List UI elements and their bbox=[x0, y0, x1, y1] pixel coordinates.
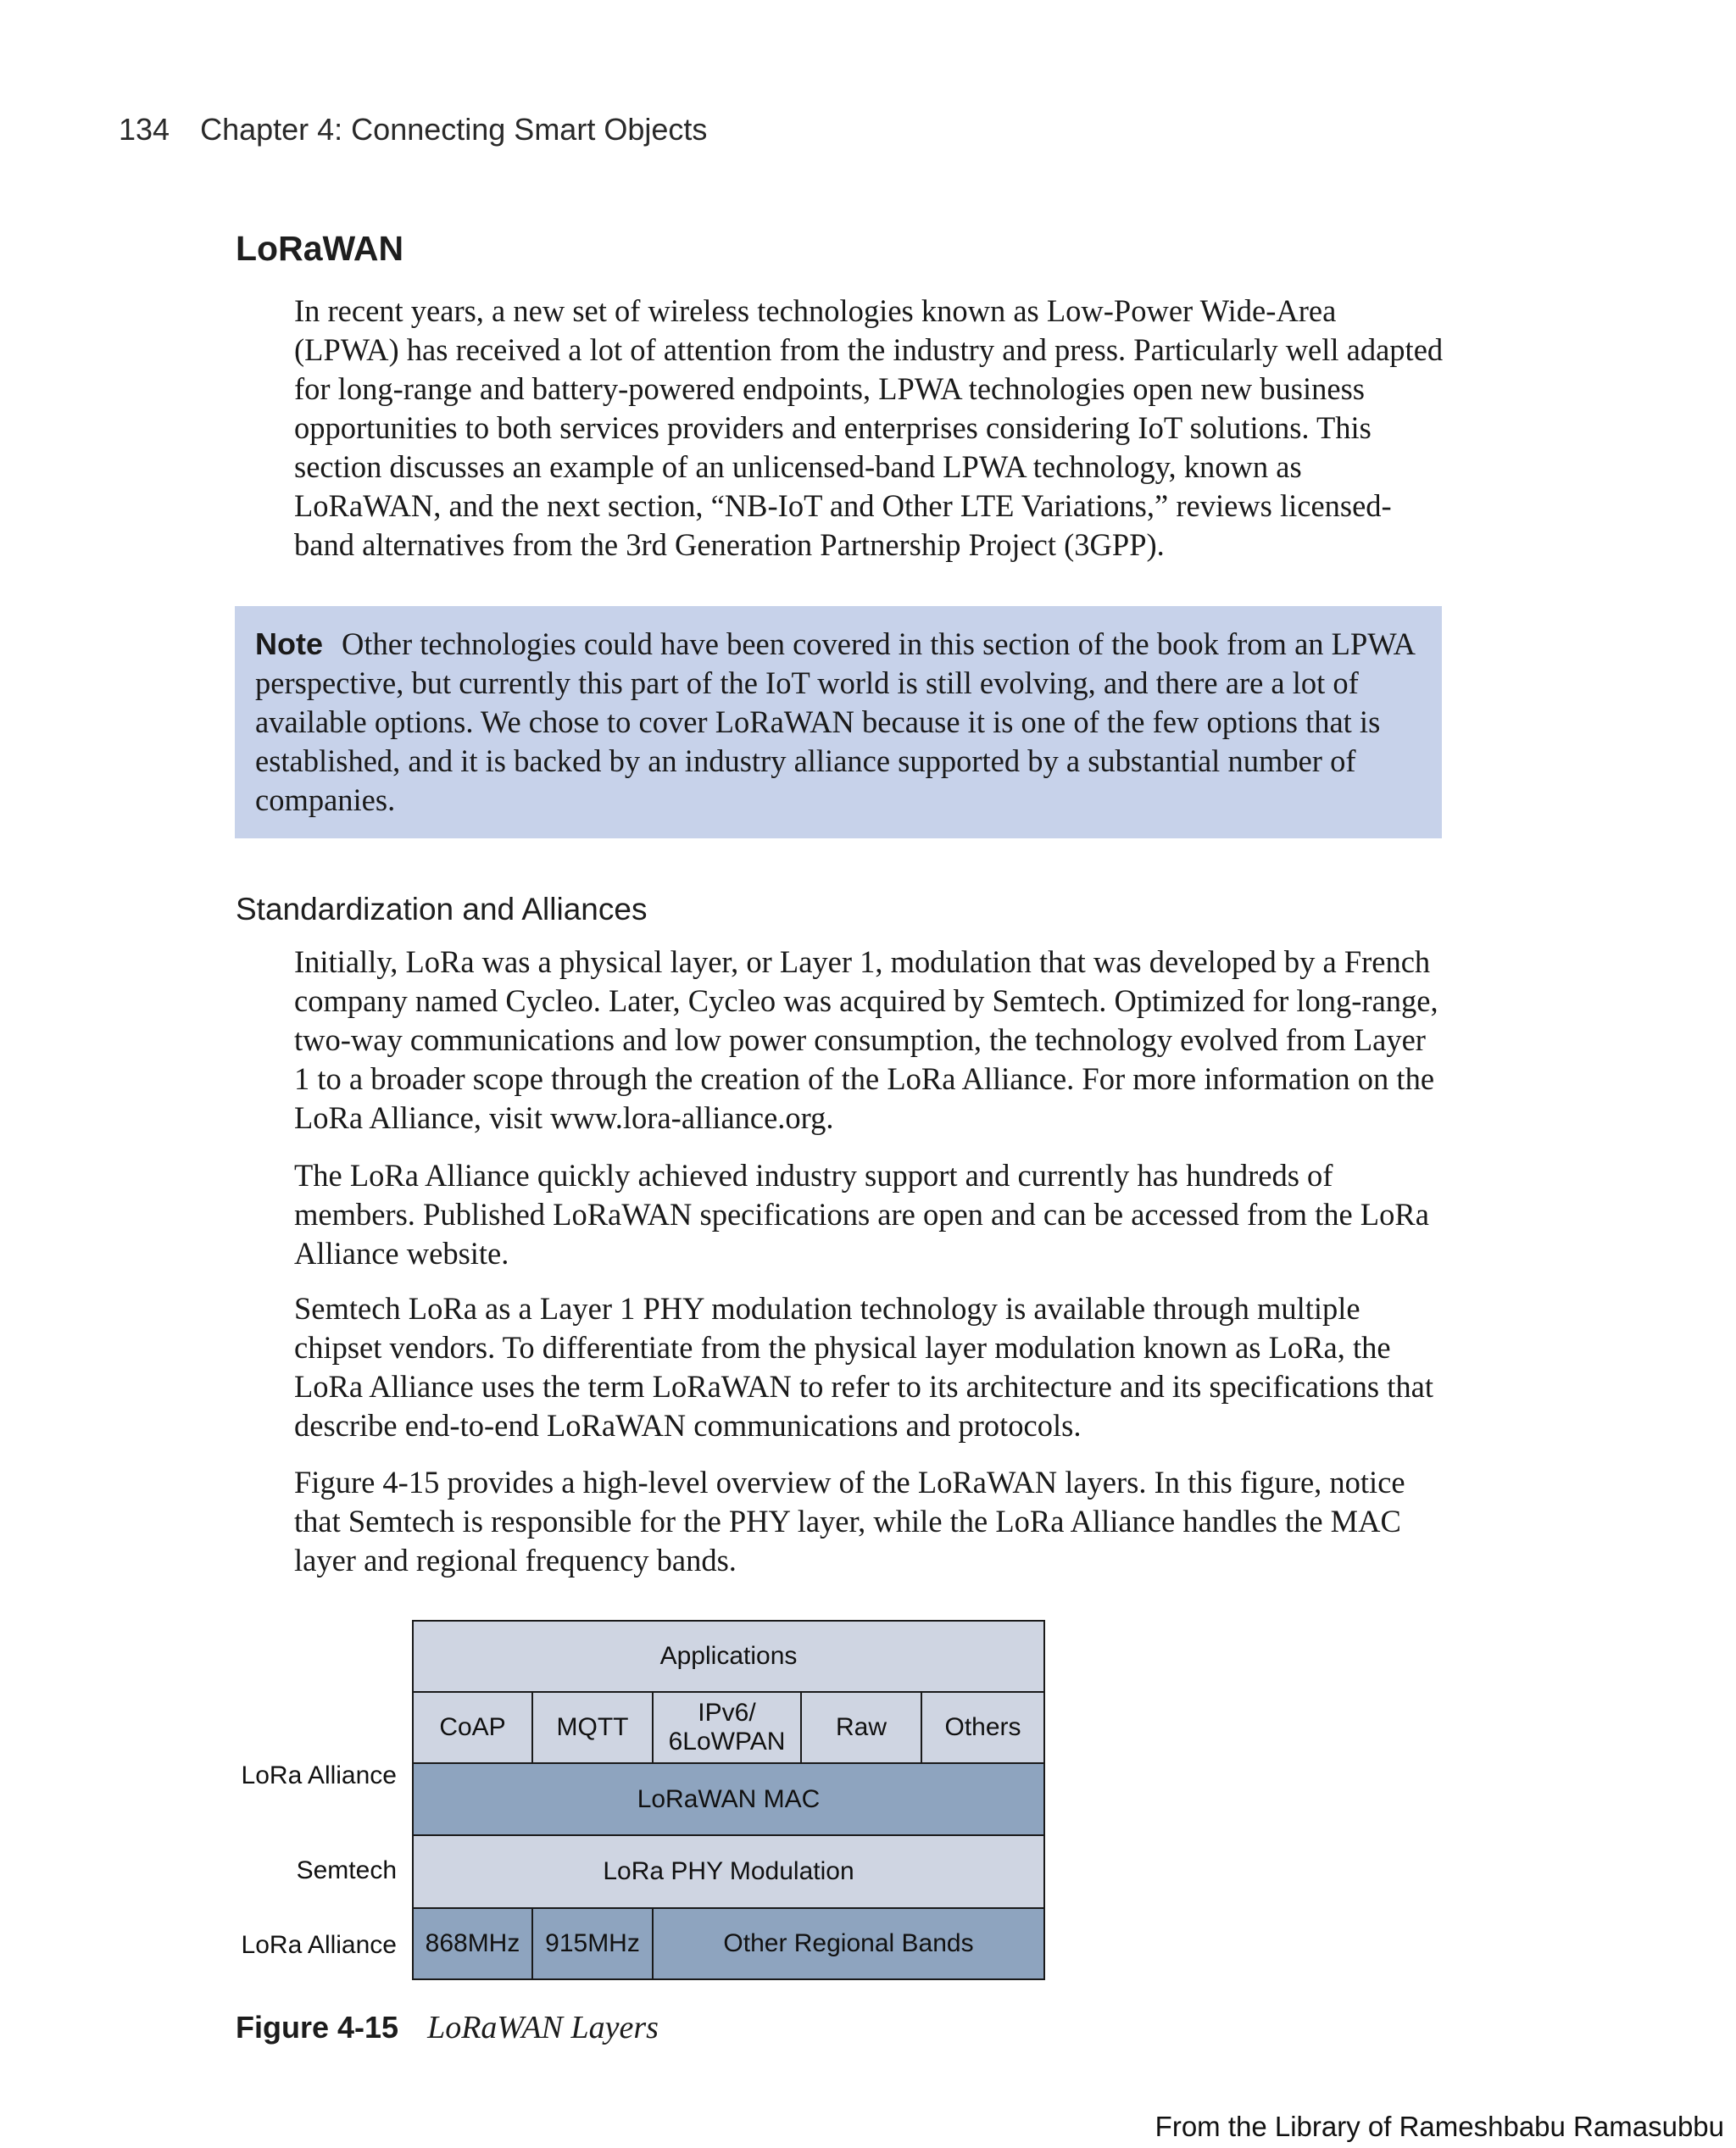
note-text: Other technologies could have been covered in this section of the book from an LPWA perspective, but currently this part of the IoT world is still evolving, and there are a lot of available options. We chose to cover LoRaWAN because it is one of the few options that is established, and it is backed by an industry alliance supported by a substantial number of companies. bbox=[255, 626, 1414, 817]
band-915mhz: 915MHz bbox=[533, 1909, 654, 1978]
band-868mhz: 868MHz bbox=[414, 1909, 533, 1978]
subsection-heading: Standardization and Alliances bbox=[236, 892, 648, 927]
applications-layer: Applications bbox=[414, 1622, 1043, 1693]
band-other-regional: Other Regional Bands bbox=[654, 1909, 1043, 1978]
figure-number: Figure 4-15 bbox=[236, 2010, 399, 2045]
lora-phy-layer: LoRa PHY Modulation bbox=[414, 1836, 1043, 1909]
page-number: 134 bbox=[119, 112, 170, 147]
note-text-block bbox=[255, 625, 1422, 820]
lorawan-mac-layer: LoRaWAN MAC bbox=[414, 1764, 1043, 1836]
mac-owner-label: LoRa Alliance bbox=[241, 1761, 397, 1789]
chapter-title: Chapter 4: Connecting Smart Objects bbox=[200, 112, 708, 147]
protocol-ipv6-6lowpan: IPv6/ 6LoWPAN bbox=[654, 1693, 802, 1764]
paragraph: The LoRa Alliance quickly achieved industry support and currently has hundreds of members. Published LoRaWAN specifications are open and can be accessed from the LoRa Alliance website. bbox=[294, 1158, 1429, 1271]
intro-paragraph: In recent years, a new set of wireless technologies known as Low-Power Wide-Area (LPWA) has received a lot of attention from the industry and press. Particularly well adapted for long-range and battery-powered endpoints, LPWA technologies open new business opportunities to both services providers and enterprises considering IoT solutions. This section discusses an example of an unlicensed-band LPWA technology, known as LoRaWAN, and the next section, “NB-IoT and Other LTE Variations,” reviews licensed-band alternatives from the 3rd Generation Partnership Project (3GPP). bbox=[294, 293, 1444, 562]
lorawan-layers-diagram bbox=[412, 1620, 1045, 1980]
paragraph: Semtech LoRa as a Layer 1 PHY modulation technology is available through multiple chipset vendors. To differentiate from the physical layer modulation known as LoRa, the LoRa Alliance uses the term LoRaWAN to refer to its architecture and its specifications that describe end-to-end LoRaWAN communications and protocols. bbox=[294, 1291, 1433, 1443]
note-box bbox=[235, 606, 1442, 838]
section-heading: LoRaWAN bbox=[236, 229, 404, 268]
library-footer: From the Library of Rameshbabu Ramasubbu bbox=[1155, 2111, 1724, 2142]
bands-owner-label: LoRa Alliance bbox=[241, 1931, 397, 1959]
figure-title: LoRaWAN Layers bbox=[427, 2010, 659, 2045]
protocol-mqtt: MQTT bbox=[533, 1693, 654, 1764]
phy-owner-label: Semtech bbox=[296, 1856, 397, 1884]
paragraph: Initially, LoRa was a physical layer, or Layer 1, modulation that was developed by a French company named Cycleo. Later, Cycleo was acquired by Semtech. Optimized for long-range, two-way communications and low power consumption, the technology evolved from Layer 1 to a broader scope through the creation of the LoRa Alliance. For more information on the LoRa Alliance, visit www.lora-alliance.org. bbox=[294, 944, 1438, 1135]
figure-caption bbox=[236, 2009, 659, 2046]
protocol-raw: Raw bbox=[802, 1693, 922, 1764]
running-head bbox=[119, 112, 707, 147]
note-label: Note bbox=[255, 626, 323, 661]
protocol-others: Others bbox=[922, 1693, 1043, 1764]
paragraph: Figure 4-15 provides a high-level overview of the LoRaWAN layers. In this figure, notice that Semtech is responsible for the PHY layer, while the LoRa Alliance handles the MAC layer and regional frequency bands. bbox=[294, 1465, 1405, 1578]
protocol-coap: CoAP bbox=[414, 1693, 533, 1764]
